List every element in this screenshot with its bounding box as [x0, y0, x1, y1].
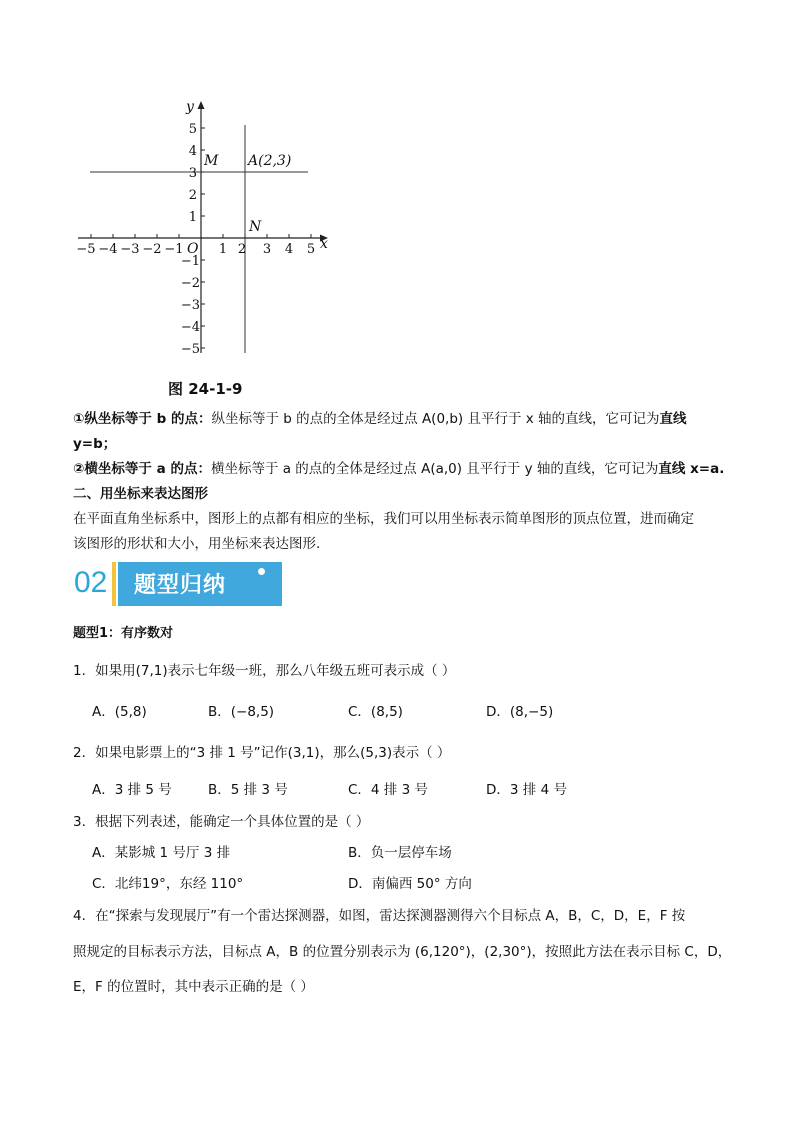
point-m-label: M: [204, 153, 219, 169]
question-2-stem: 2．如果电影票上的“3 排 1 号”记作(3,1)，那么(5,3)表示（ ）: [73, 745, 451, 761]
x-tick-label: 4: [284, 242, 294, 257]
x-tick-label: −3: [120, 242, 140, 257]
question-2-option-b[interactable]: B．5 排 3 号: [208, 782, 288, 798]
y-tick-label: 3: [188, 166, 197, 181]
question-2-option-c[interactable]: C．4 排 3 号: [348, 782, 428, 798]
y-axis-arrow: [198, 101, 205, 109]
question-4-line-1: 4．在“探索与发现展厅”有一个雷达探测器，如图，雷达探测器测得六个目标点 A，B，C，D，E，F 按: [73, 908, 686, 924]
x-axis-label: x: [320, 236, 328, 252]
x-tick-label: −4: [98, 242, 118, 257]
question-3-option-b[interactable]: B．负一层停车场: [348, 845, 452, 861]
y-tick-label: 1: [188, 210, 197, 225]
x-tick-label: −1: [164, 242, 184, 257]
question-2-option-a[interactable]: A．3 排 5 号: [92, 782, 172, 798]
question-1-option-c[interactable]: C．(8,5): [348, 704, 403, 720]
banner-dot-icon: [258, 568, 265, 575]
x-tick-label: 2: [237, 242, 247, 257]
question-1-stem: 1．如果用(7,1)表示七年级一班，那么八年级五班可表示成（ ）: [73, 663, 456, 679]
x-tick-label: 1: [218, 242, 228, 257]
x-tick-label: 5: [306, 242, 316, 257]
coordinate-graph: [70, 95, 340, 365]
x-tick-label: −5: [76, 242, 96, 257]
rule-1-equation: y=b；: [73, 436, 117, 452]
question-3-option-d[interactable]: D．南偏西 50° 方向: [348, 876, 472, 892]
question-3-stem: 3．根据下列表述，能确定一个具体位置的是（ ）: [73, 814, 370, 830]
banner-accent-bar: [112, 562, 116, 606]
question-1-option-b[interactable]: B．(−8,5): [208, 704, 275, 720]
question-1-option-a[interactable]: A．(5,8): [92, 704, 147, 720]
type-label: 题型1：有序数对: [73, 626, 174, 641]
section-heading: 二、用坐标来表达图形: [73, 486, 208, 502]
question-4-line-3: E，F 的位置时，其中表示正确的是（ ）: [73, 979, 314, 995]
rule-1-tail: 直线: [659, 411, 687, 427]
rule-2-line: [73, 459, 724, 479]
figure-caption: 图 24-1-9: [168, 380, 243, 398]
rule-2-body: 横坐标等于 a 的点的全体是经过点 A(a,0) 且平行于 y 轴的直线，它可记为: [210, 461, 659, 477]
point-n-label: N: [249, 219, 262, 235]
banner-title: 题型归纳: [134, 573, 227, 598]
y-tick-label: −3: [180, 298, 200, 313]
y-tick-label: −5: [180, 342, 200, 357]
section-paragraph-line-1: 在平面直角坐标系中，图形上的点都有相应的坐标，我们可以用坐标表示简单图形的顶点位置，进而确定: [73, 511, 694, 527]
y-tick-label: 4: [188, 144, 197, 159]
origin-label: O: [187, 241, 199, 257]
y-tick-label: −4: [180, 320, 200, 335]
question-2-option-d[interactable]: D．3 排 4 号: [486, 782, 567, 798]
rule-1-head: ①纵坐标等于 b 的点：: [73, 411, 212, 427]
rule-1-line-1: [73, 409, 687, 429]
y-axis-label: y: [186, 99, 194, 115]
rule-1-body: 纵坐标等于 b 的点的全体是经过点 A(0,b) 且平行于 x 轴的直线，它可记为: [211, 411, 660, 427]
section-paragraph-line-2: 该图形的形状和大小，用坐标来表达图形.: [73, 536, 321, 552]
point-a-label: A(2,3): [248, 153, 292, 169]
question-4-line-2: 照规定的目标表示方法，目标点 A，B 的位置分别表示为 (6,120°)，(2,30°)，按照此方法在表示目标 C，D，: [73, 944, 732, 960]
y-tick-label: 5: [188, 122, 197, 137]
question-3-option-a[interactable]: A．某影城 1 号厅 3 排: [92, 845, 231, 861]
y-tick-label: −2: [180, 276, 200, 291]
banner-number: 02: [74, 566, 108, 599]
y-tick-label: 2: [188, 188, 197, 203]
rule-2-head: ②横坐标等于 a 的点：: [73, 461, 211, 477]
question-3-option-c[interactable]: C．北纬19°，东经 110°: [92, 876, 244, 892]
x-tick-label: 3: [262, 242, 272, 257]
y-tick-label: −1: [180, 254, 200, 269]
x-tick-label: −2: [142, 242, 162, 257]
question-1-option-d[interactable]: D．(8,−5): [486, 704, 554, 720]
rule-2-tail: 直线 x=a.: [658, 461, 725, 477]
